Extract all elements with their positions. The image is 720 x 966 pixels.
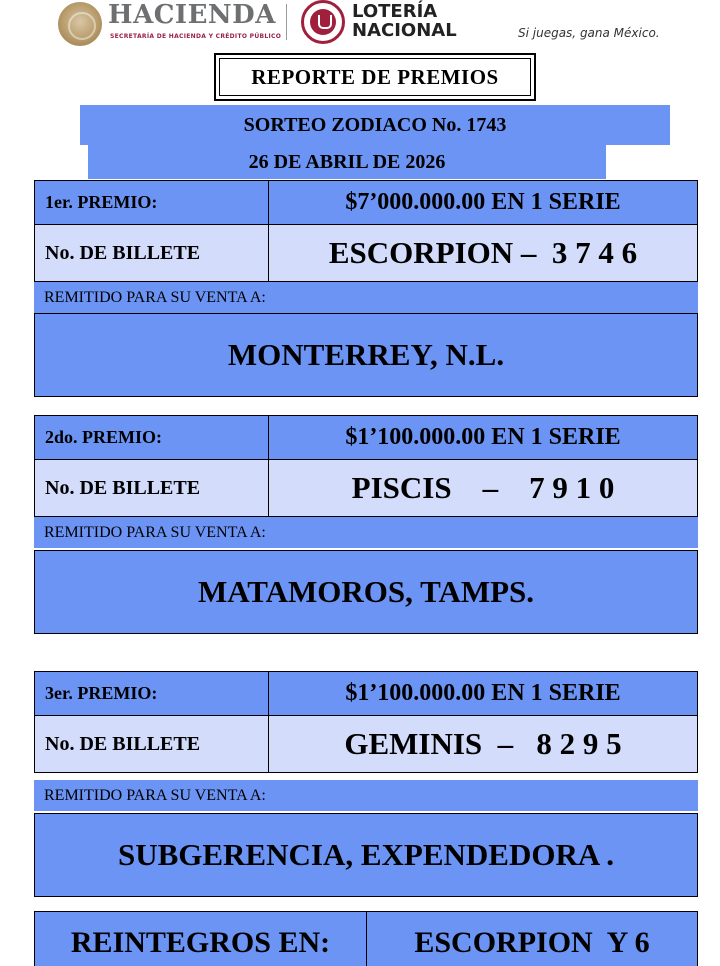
- loteria-title-line2: NACIONAL: [352, 20, 457, 41]
- prize-1-ticket-row: [35, 225, 697, 281]
- prize-1-destination: MONTERREY, N.L.: [34, 313, 698, 397]
- prize-1-ticket: ESCORPION – 3 7 4 6: [269, 225, 697, 281]
- prize-2-amount-row: [35, 416, 697, 460]
- prize-3-amount: $1’100.000.00 EN 1 SERIE: [345, 680, 621, 706]
- prize-3-amount-row: [35, 672, 697, 716]
- prize-3-label: 3er. PREMIO:: [35, 672, 269, 715]
- loteria-logo-icon: [301, 0, 345, 44]
- prize-2-table: [34, 415, 698, 517]
- prize-2-destination: MATAMOROS, TAMPS.: [34, 550, 698, 634]
- prize-1-amount-row: [35, 181, 697, 225]
- prize-3-ticket: GEMINIS – 8 2 9 5: [269, 716, 697, 772]
- report-title-box: [214, 53, 536, 101]
- slogan: Si juegas, gana México.: [518, 26, 660, 40]
- draw-name: SORTEO ZODIACO No. 1743: [80, 105, 670, 145]
- header-divider: [286, 4, 287, 40]
- reintegros-value: ESCORPION Y 6: [414, 926, 650, 959]
- prize-1-ticket-label: No. DE BILLETE: [35, 225, 269, 281]
- loteria-title-line1: LOTERÍA: [352, 1, 438, 22]
- prize-2-ticket-label: No. DE BILLETE: [35, 460, 269, 516]
- reintegros-label: REINTEGROS EN:: [35, 912, 367, 966]
- prize-3-ticket-row: [35, 716, 697, 772]
- prize-2-ticket: PISCIS – 7 9 1 0: [269, 460, 697, 516]
- prize-3-destination: SUBGERENCIA, EXPENDEDORA .: [34, 813, 698, 897]
- loteria-title: [352, 2, 457, 40]
- prize-2-ticket-row: [35, 460, 697, 516]
- report-title: REPORTE DE PREMIOS: [219, 58, 531, 96]
- prize-2-amount: $1’100.000.00 EN 1 SERIE: [345, 424, 621, 450]
- prize-1-amount: $7’000.000.00 EN 1 SERIE: [345, 189, 621, 215]
- prize-2-label: 2do. PREMIO:: [35, 416, 269, 459]
- hacienda-title: HACIENDA: [108, 0, 276, 30]
- draw-date: 26 DE ABRIL DE 2026: [88, 145, 606, 179]
- prize-2-sent-label: REMITIDO PARA SU VENTA A:: [34, 517, 698, 548]
- prize-1-sent-label: REMITIDO PARA SU VENTA A:: [34, 282, 698, 313]
- national-seal-icon: [58, 2, 102, 46]
- prize-1-table: [34, 180, 698, 282]
- page-header: [0, 0, 720, 52]
- prize-3-table: [34, 671, 698, 773]
- hacienda-subtitle: SECRETARÍA DE HACIENDA Y CRÉDITO PÚBLICO: [110, 33, 282, 40]
- prize-1-label: 1er. PREMIO:: [35, 181, 269, 224]
- reintegros-row: [34, 911, 698, 966]
- prize-3-sent-label: REMITIDO PARA SU VENTA A:: [34, 780, 698, 811]
- prize-3-ticket-label: No. DE BILLETE: [35, 716, 269, 772]
